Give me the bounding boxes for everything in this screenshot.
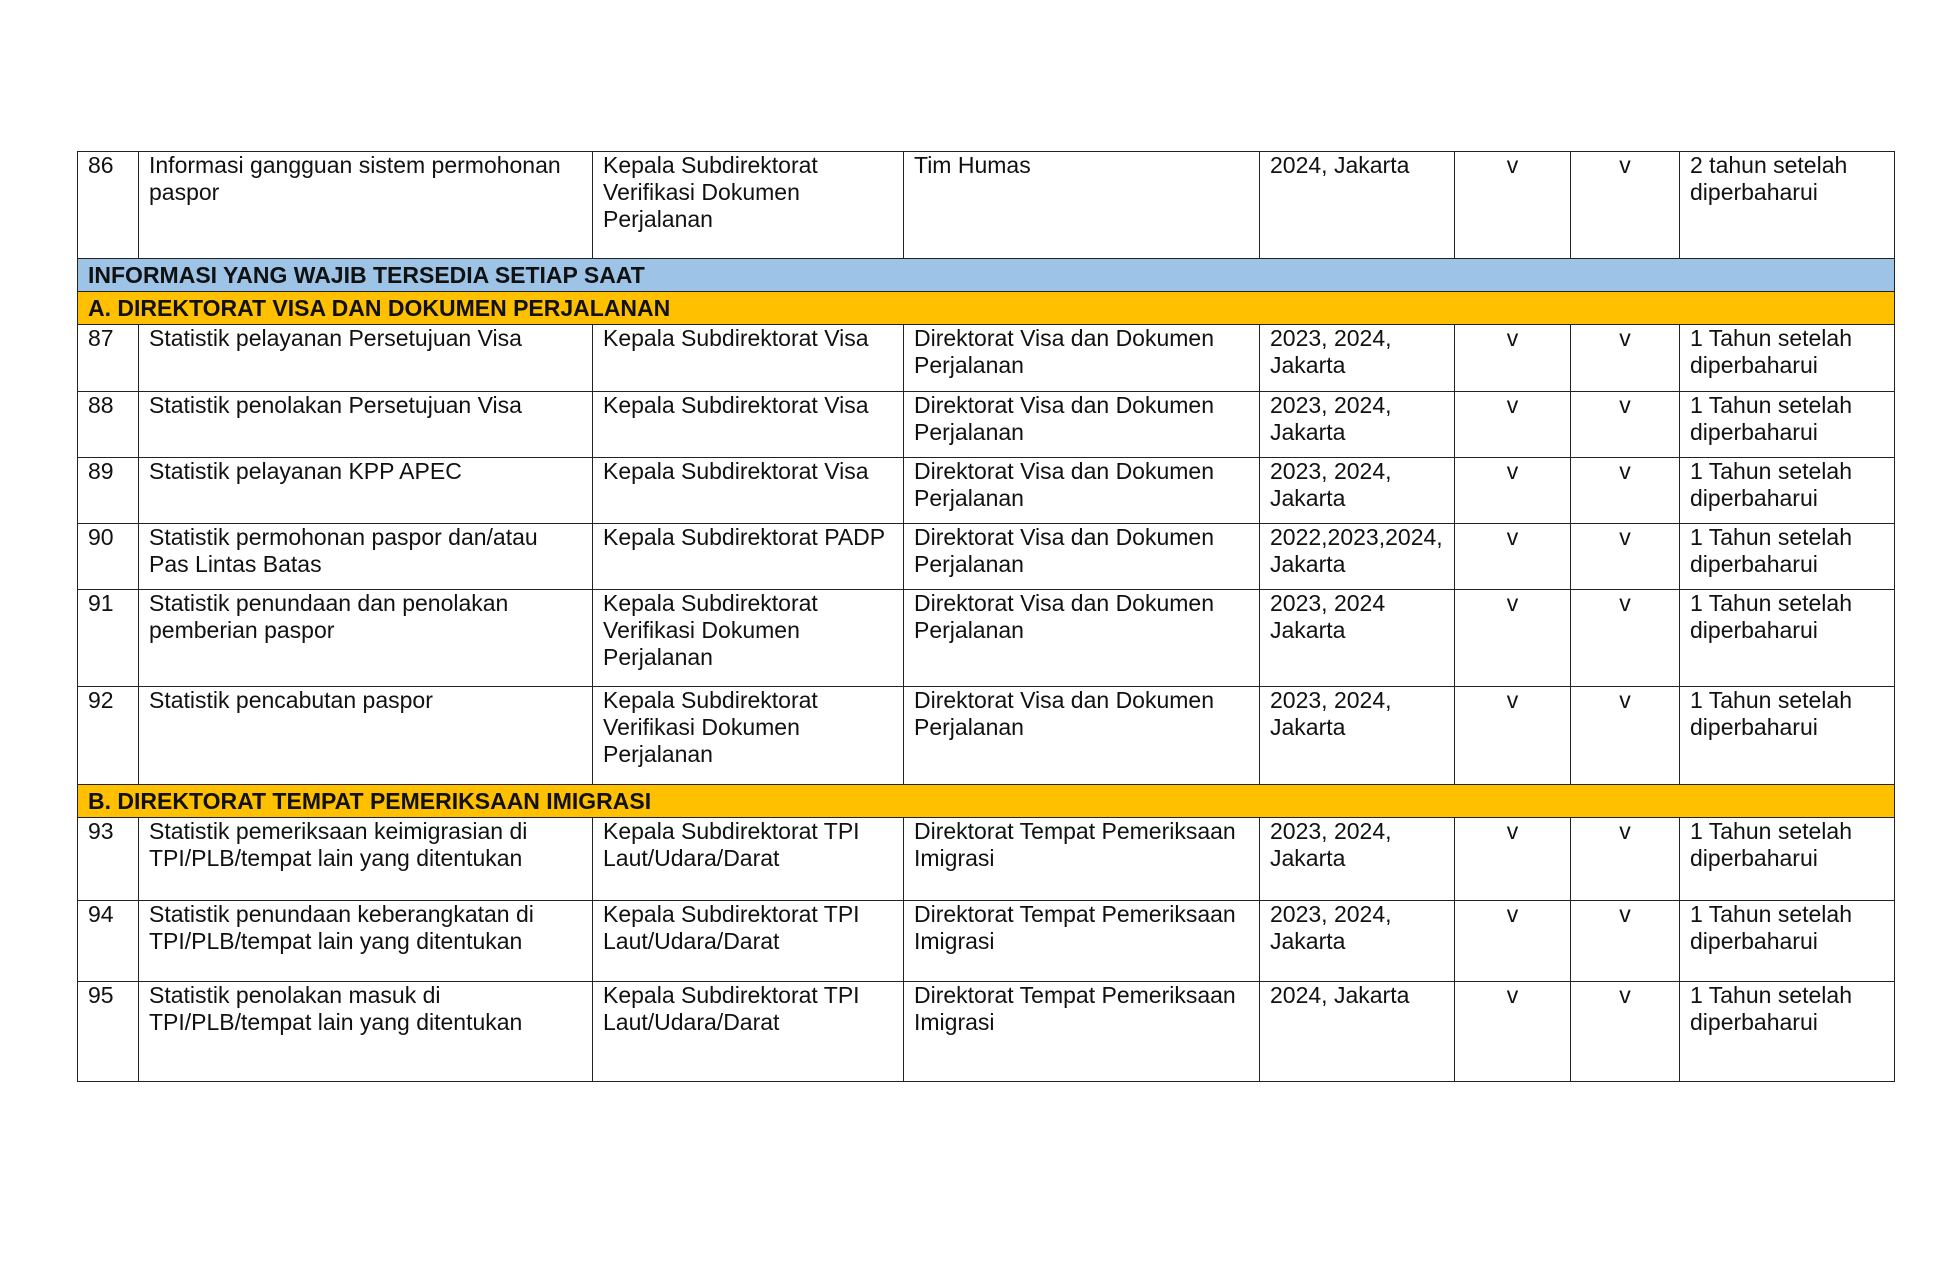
- row-number: 95: [78, 982, 139, 1082]
- table-row: [78, 818, 1895, 901]
- section-header: [78, 259, 1895, 292]
- retention-period: 1 Tahun setelah diperbaharui: [1680, 687, 1895, 785]
- check-mark: v: [1455, 524, 1571, 590]
- info-title: Informasi gangguan sistem permohonan paspor: [139, 152, 593, 259]
- year-place: 2022,2023,2024, Jakarta: [1260, 524, 1455, 590]
- row-number: 92: [78, 687, 139, 785]
- year-place: 2024, Jakarta: [1260, 982, 1455, 1082]
- info-title: Statistik penundaan keberangkatan di TPI/PLB/tempat lain yang ditentukan: [139, 901, 593, 982]
- row-number: 90: [78, 524, 139, 590]
- responsible-unit: Direktorat Visa dan Dokumen Perjalanan: [904, 687, 1260, 785]
- check-mark: v: [1571, 458, 1680, 524]
- table-row: [78, 325, 1895, 392]
- check-mark: v: [1455, 818, 1571, 901]
- retention-period: 1 Tahun setelah diperbaharui: [1680, 458, 1895, 524]
- year-place: 2023, 2024 Jakarta: [1260, 590, 1455, 687]
- retention-period: 2 tahun setelah diperbaharui: [1680, 152, 1895, 259]
- responsible-officer: Kepala Subdirektorat Verifikasi Dokumen Perjalanan: [593, 152, 904, 259]
- responsible-unit: Direktorat Visa dan Dokumen Perjalanan: [904, 392, 1260, 458]
- row-number: 89: [78, 458, 139, 524]
- responsible-officer: Kepala Subdirektorat TPI Laut/Udara/Darat: [593, 901, 904, 982]
- year-place: 2023, 2024, Jakarta: [1260, 818, 1455, 901]
- year-place: 2023, 2024, Jakarta: [1260, 901, 1455, 982]
- group-b-title: B. DIREKTORAT TEMPAT PEMERIKSAAN IMIGRASI: [78, 785, 1895, 818]
- check-mark: v: [1455, 687, 1571, 785]
- check-mark: v: [1571, 590, 1680, 687]
- info-title: Statistik permohonan paspor dan/atau Pas Lintas Batas: [139, 524, 593, 590]
- check-mark: v: [1455, 901, 1571, 982]
- year-place: 2024, Jakarta: [1260, 152, 1455, 259]
- info-title: Statistik pelayanan KPP APEC: [139, 458, 593, 524]
- check-mark: v: [1571, 687, 1680, 785]
- check-mark: v: [1455, 325, 1571, 392]
- retention-period: 1 Tahun setelah diperbaharui: [1680, 325, 1895, 392]
- check-mark: v: [1455, 392, 1571, 458]
- row-number: 88: [78, 392, 139, 458]
- year-place: 2023, 2024, Jakarta: [1260, 392, 1455, 458]
- table-row: [78, 687, 1895, 785]
- check-mark: v: [1571, 152, 1680, 259]
- year-place: 2023, 2024, Jakarta: [1260, 687, 1455, 785]
- section-title: INFORMASI YANG WAJIB TERSEDIA SETIAP SAAT: [78, 259, 1895, 292]
- row-number: 93: [78, 818, 139, 901]
- check-mark: v: [1571, 524, 1680, 590]
- info-title: Statistik pelayanan Persetujuan Visa: [139, 325, 593, 392]
- responsible-officer: Kepala Subdirektorat Visa: [593, 325, 904, 392]
- table-row: [78, 458, 1895, 524]
- responsible-unit: Direktorat Visa dan Dokumen Perjalanan: [904, 325, 1260, 392]
- check-mark: v: [1571, 901, 1680, 982]
- row-number: 87: [78, 325, 139, 392]
- information-table: [77, 151, 1895, 1082]
- responsible-officer: Kepala Subdirektorat TPI Laut/Udara/Darat: [593, 818, 904, 901]
- retention-period: 1 Tahun setelah diperbaharui: [1680, 524, 1895, 590]
- responsible-unit: Direktorat Visa dan Dokumen Perjalanan: [904, 458, 1260, 524]
- group-header-a: [78, 292, 1895, 325]
- retention-period: 1 Tahun setelah diperbaharui: [1680, 590, 1895, 687]
- retention-period: 1 Tahun setelah diperbaharui: [1680, 818, 1895, 901]
- document-page: [77, 151, 1894, 1082]
- responsible-unit: Direktorat Visa dan Dokumen Perjalanan: [904, 524, 1260, 590]
- row-number: 91: [78, 590, 139, 687]
- responsible-unit: Direktorat Tempat Pemeriksaan Imigrasi: [904, 818, 1260, 901]
- check-mark: v: [1455, 982, 1571, 1082]
- info-title: Statistik pemeriksaan keimigrasian di TPI/PLB/tempat lain yang ditentukan: [139, 818, 593, 901]
- info-title: Statistik penundaan dan penolakan pemberian paspor: [139, 590, 593, 687]
- check-mark: v: [1455, 458, 1571, 524]
- table-row: [78, 392, 1895, 458]
- table-row: [78, 901, 1895, 982]
- year-place: 2023, 2024, Jakarta: [1260, 458, 1455, 524]
- table-row: [78, 982, 1895, 1082]
- table-row: [78, 524, 1895, 590]
- row-number: 94: [78, 901, 139, 982]
- row-number: 86: [78, 152, 139, 259]
- check-mark: v: [1455, 590, 1571, 687]
- table-row: [78, 152, 1895, 259]
- info-title: Statistik pencabutan paspor: [139, 687, 593, 785]
- responsible-unit: Direktorat Tempat Pemeriksaan Imigrasi: [904, 901, 1260, 982]
- retention-period: 1 Tahun setelah diperbaharui: [1680, 392, 1895, 458]
- check-mark: v: [1455, 152, 1571, 259]
- responsible-unit: Direktorat Visa dan Dokumen Perjalanan: [904, 590, 1260, 687]
- responsible-officer: Kepala Subdirektorat Verifikasi Dokumen Perjalanan: [593, 590, 904, 687]
- check-mark: v: [1571, 818, 1680, 901]
- responsible-officer: Kepala Subdirektorat Verifikasi Dokumen Perjalanan: [593, 687, 904, 785]
- responsible-officer: Kepala Subdirektorat Visa: [593, 392, 904, 458]
- info-title: Statistik penolakan Persetujuan Visa: [139, 392, 593, 458]
- retention-period: 1 Tahun setelah diperbaharui: [1680, 901, 1895, 982]
- responsible-officer: Kepala Subdirektorat Visa: [593, 458, 904, 524]
- check-mark: v: [1571, 392, 1680, 458]
- group-header-b: [78, 785, 1895, 818]
- check-mark: v: [1571, 982, 1680, 1082]
- group-a-title: A. DIREKTORAT VISA DAN DOKUMEN PERJALANAN: [78, 292, 1895, 325]
- responsible-unit: Tim Humas: [904, 152, 1260, 259]
- check-mark: v: [1571, 325, 1680, 392]
- table-row: [78, 590, 1895, 687]
- responsible-officer: Kepala Subdirektorat TPI Laut/Udara/Darat: [593, 982, 904, 1082]
- responsible-officer: Kepala Subdirektorat PADP: [593, 524, 904, 590]
- info-title: Statistik penolakan masuk di TPI/PLB/tempat lain yang ditentukan: [139, 982, 593, 1082]
- year-place: 2023, 2024, Jakarta: [1260, 325, 1455, 392]
- responsible-unit: Direktorat Tempat Pemeriksaan Imigrasi: [904, 982, 1260, 1082]
- retention-period: 1 Tahun setelah diperbaharui: [1680, 982, 1895, 1082]
